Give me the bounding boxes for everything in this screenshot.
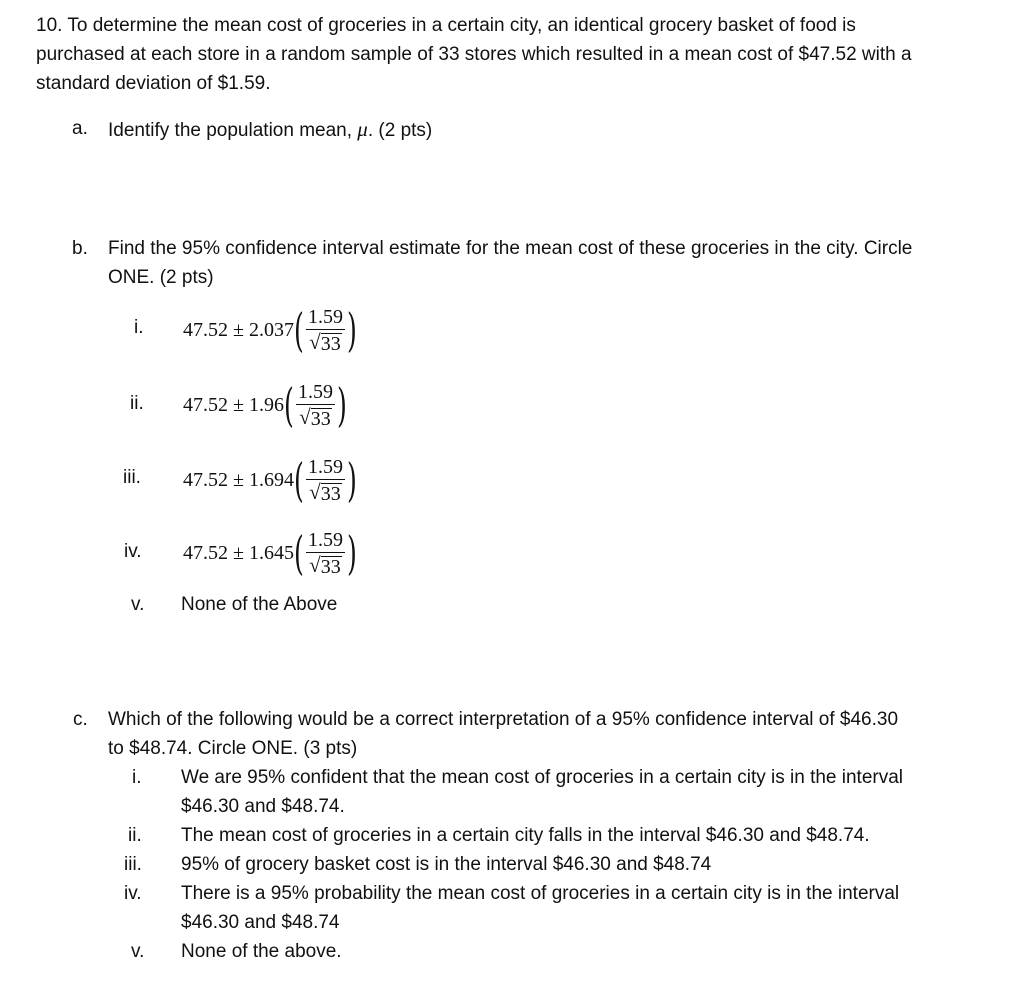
formula-lead: 47.52 ± 1.694 [183, 468, 294, 491]
confidence-interval-formula [183, 377, 347, 433]
formula-lead: 47.52 ± 1.96 [183, 393, 284, 416]
part-b-option-numeral: iii. [123, 467, 141, 488]
part-c-option-text: The mean cost of groceries in a certain city falls in the interval $46.30 and $48.74. [181, 825, 870, 846]
part-c-prompt-line-1: Which of the following would be a correct interpretation of a 95% confidence interval of $46.30 [108, 709, 899, 730]
part-a-marker: a. [72, 118, 88, 139]
question-stem-line-3: standard deviation of $1.59. [36, 73, 271, 94]
part-b-marker: b. [72, 238, 88, 259]
part-b-option-numeral: iv. [124, 541, 142, 562]
confidence-interval-formula [183, 302, 357, 358]
fraction [296, 381, 335, 429]
part-c-marker: c. [73, 709, 88, 730]
part-c-option-numeral: v. [131, 941, 145, 962]
part-a-text: Identify the population mean, [108, 120, 358, 141]
left-paren: ( [294, 526, 304, 580]
part-a-prompt [108, 117, 432, 143]
sqrt-symbol: √ [309, 480, 321, 504]
right-paren: ) [336, 378, 347, 432]
fraction [306, 456, 345, 504]
part-b-option-numeral: i. [134, 317, 144, 338]
part-b-prompt-line-1: Find the 95% confidence interval estimate for the mean cost of these groceries in the city. Circle [108, 238, 913, 259]
fraction [306, 529, 345, 577]
question-stem-line-1: 10. To determine the mean cost of groceries in a certain city, an identical grocery basket of food is [36, 15, 856, 36]
radicand: 33 [320, 483, 341, 505]
numerator: 1.59 [297, 381, 333, 403]
part-c-option-text: $46.30 and $48.74 [181, 912, 340, 933]
radicand: 33 [310, 408, 331, 430]
sqrt-symbol: √ [299, 405, 311, 429]
part-b-prompt-line-2: ONE. (2 pts) [108, 267, 214, 288]
part-c-prompt-line-2: to $48.74. Circle ONE. (3 pts) [108, 738, 358, 759]
denominator [309, 553, 342, 577]
question-stem-line-2: purchased at each store in a random sample of 33 stores which resulted in a mean cost of $47.52 with a [36, 44, 912, 65]
part-b-option-none: None of the Above [181, 594, 338, 615]
right-paren: ) [346, 303, 357, 357]
formula-lead: 47.52 ± 1.645 [183, 541, 294, 564]
left-paren: ( [294, 453, 304, 507]
denominator [299, 405, 332, 429]
part-c-option-numeral: i. [132, 767, 142, 788]
confidence-interval-formula [183, 525, 357, 581]
formula-lead: 47.52 ± 2.037 [183, 318, 294, 341]
part-b-option-numeral: ii. [130, 393, 144, 414]
part-c-option-numeral: iv. [124, 883, 142, 904]
sqrt-symbol: √ [309, 553, 321, 577]
part-c-option-text: $46.30 and $48.74. [181, 796, 345, 817]
mu-symbol: μ [357, 117, 368, 141]
part-c-option-text: There is a 95% probability the mean cost of groceries in a certain city is in the interval [181, 883, 900, 904]
part-c-option-numeral: ii. [128, 825, 142, 846]
numerator: 1.59 [307, 529, 343, 551]
sqrt-symbol: √ [309, 330, 321, 354]
left-paren: ( [294, 303, 304, 357]
radicand: 33 [320, 556, 341, 578]
radicand: 33 [320, 333, 341, 355]
left-paren: ( [284, 378, 294, 432]
right-paren: ) [346, 453, 357, 507]
numerator: 1.59 [307, 456, 343, 478]
denominator [309, 330, 342, 354]
part-c-option-text: 95% of grocery basket cost is in the interval $46.30 and $48.74 [181, 854, 712, 875]
denominator [309, 480, 342, 504]
fraction [306, 306, 345, 354]
part-c-option-numeral: iii. [124, 854, 142, 875]
part-b-option-numeral: v. [131, 594, 145, 615]
part-a-points: . (2 pts) [367, 120, 433, 141]
right-paren: ) [346, 526, 357, 580]
numerator: 1.59 [307, 306, 343, 328]
part-c-option-text: We are 95% confident that the mean cost of groceries in a certain city is in the interval [181, 767, 904, 788]
confidence-interval-formula [183, 452, 357, 508]
part-c-option-text: None of the above. [181, 941, 342, 962]
